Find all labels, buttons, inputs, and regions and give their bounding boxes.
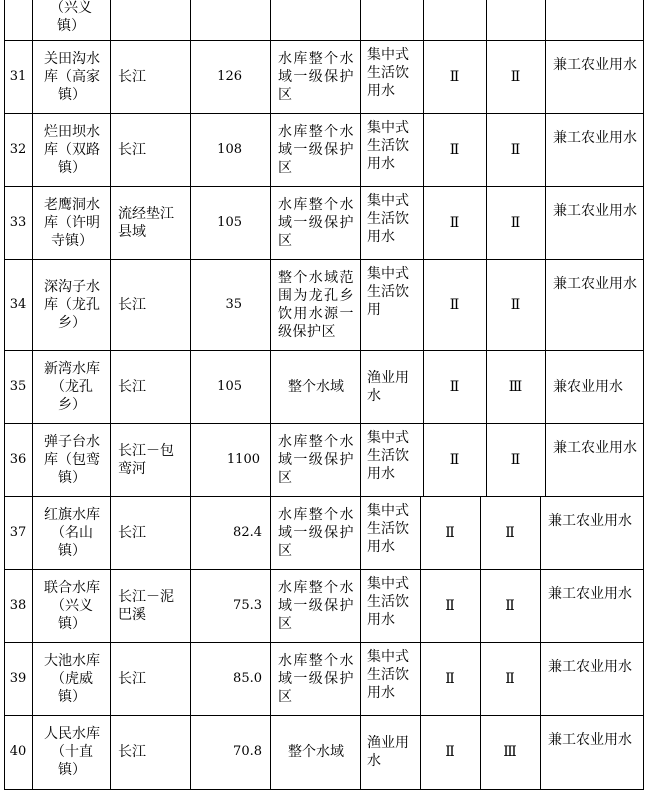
row-divider xyxy=(4,423,644,424)
area-value: 108 xyxy=(217,142,242,157)
protection-scope: 水库整个水域一级保护区 xyxy=(278,653,354,705)
column-divider xyxy=(32,186,33,260)
column-divider xyxy=(270,642,271,716)
column-divider xyxy=(486,186,487,260)
row-divider xyxy=(4,350,644,351)
water-function: 集中式生活饮用 xyxy=(367,266,409,318)
column-divider xyxy=(32,259,33,351)
area-value: 105 xyxy=(217,379,242,394)
column-divider xyxy=(423,259,424,351)
other-use: 兼农业用水 xyxy=(553,379,623,395)
protection-scope: 整个水域 xyxy=(288,744,344,760)
area-value: 82.4 xyxy=(233,525,262,540)
column-divider xyxy=(110,186,111,260)
current-class: Ⅱ xyxy=(445,744,455,760)
other-use: 兼工农业用水 xyxy=(553,276,637,292)
column-divider xyxy=(643,715,644,790)
column-divider xyxy=(420,715,421,790)
row-number: 39 xyxy=(9,671,27,686)
column-divider xyxy=(423,350,424,424)
column-divider xyxy=(360,715,361,790)
column-divider xyxy=(270,715,271,790)
column-divider xyxy=(270,0,271,41)
column-divider xyxy=(480,569,481,643)
column-divider xyxy=(486,259,487,351)
column-divider xyxy=(4,715,5,790)
column-divider xyxy=(4,40,5,114)
column-divider xyxy=(486,113,487,187)
target-class: Ⅱ xyxy=(505,671,515,687)
column-divider xyxy=(110,715,111,790)
current-class: Ⅱ xyxy=(449,142,460,158)
current-class: Ⅱ xyxy=(445,671,455,687)
column-divider xyxy=(480,715,481,790)
column-divider xyxy=(190,423,191,497)
area-value: 1100 xyxy=(226,452,260,467)
column-divider xyxy=(360,113,361,187)
row-divider xyxy=(4,789,644,790)
column-divider xyxy=(4,259,5,351)
row-divider xyxy=(4,642,644,643)
column-divider xyxy=(643,569,644,643)
column-divider xyxy=(110,259,111,351)
target-class: Ⅲ xyxy=(508,379,523,395)
river-system: 长江－泥巴溪 xyxy=(118,589,174,623)
column-divider xyxy=(423,113,424,187)
column-divider xyxy=(486,40,487,114)
column-divider xyxy=(110,496,111,570)
target-class: Ⅱ xyxy=(505,598,515,614)
column-divider xyxy=(190,186,191,260)
column-divider xyxy=(360,496,361,570)
row-number: 37 xyxy=(9,525,27,540)
column-divider xyxy=(360,423,361,497)
column-divider xyxy=(643,113,644,187)
target-class: Ⅱ xyxy=(510,297,521,313)
column-divider xyxy=(540,569,541,643)
column-divider xyxy=(423,186,424,260)
column-divider xyxy=(190,715,191,790)
water-function: 集中式生活饮用水 xyxy=(367,430,409,482)
column-divider xyxy=(420,569,421,643)
column-divider xyxy=(4,496,5,570)
column-divider xyxy=(643,259,644,351)
other-use: 兼工农业用水 xyxy=(553,203,637,219)
river-system: 长江 xyxy=(118,69,146,85)
column-divider xyxy=(270,259,271,351)
column-divider xyxy=(110,113,111,187)
protection-scope: 整个水域范围为龙孔乡饮用水源一级保护区 xyxy=(278,270,354,340)
column-divider xyxy=(32,642,33,716)
column-divider xyxy=(190,0,191,41)
column-divider xyxy=(545,0,546,41)
column-divider xyxy=(420,496,421,570)
column-divider xyxy=(4,0,5,41)
column-divider xyxy=(190,569,191,643)
column-divider xyxy=(480,642,481,716)
river-system: 流经垫江县域 xyxy=(118,206,174,240)
column-divider xyxy=(360,350,361,424)
column-divider xyxy=(270,496,271,570)
column-divider xyxy=(110,642,111,716)
row-divider xyxy=(4,40,644,41)
current-class: Ⅱ xyxy=(445,598,455,614)
column-divider xyxy=(486,0,487,41)
reservoir-name: 弹子台水库（包鸾镇） xyxy=(44,434,100,486)
target-class: Ⅱ xyxy=(510,215,521,231)
target-class: Ⅱ xyxy=(510,452,521,468)
reservoir-name: 新湾水库（龙孔乡） xyxy=(44,361,100,413)
river-system: 长江 xyxy=(118,142,146,158)
column-divider xyxy=(190,259,191,351)
column-divider xyxy=(32,40,33,114)
protection-scope: 水库整个水域一级保护区 xyxy=(278,580,354,632)
column-divider xyxy=(423,423,424,497)
other-use: 兼工农业用水 xyxy=(553,57,637,73)
column-divider xyxy=(540,715,541,790)
column-divider xyxy=(545,186,546,260)
column-divider xyxy=(4,186,5,260)
reservoir-name: 大池水库（虎威镇） xyxy=(44,653,100,705)
reservoir-name: 联合水库（兴义镇） xyxy=(44,580,100,632)
reservoir-name: 深沟子水库（龙孔乡） xyxy=(44,279,100,331)
column-divider xyxy=(270,40,271,114)
water-function: 集中式生活饮用水 xyxy=(367,576,409,628)
row-number: 34 xyxy=(9,297,27,312)
column-divider xyxy=(360,0,361,41)
river-system: 长江 xyxy=(118,671,146,687)
current-class: Ⅱ xyxy=(449,215,460,231)
column-divider xyxy=(190,40,191,114)
column-divider xyxy=(360,186,361,260)
column-divider xyxy=(270,186,271,260)
area-value: 126 xyxy=(217,69,242,84)
other-use: 兼工农业用水 xyxy=(553,130,637,146)
current-class: Ⅱ xyxy=(449,452,460,468)
column-divider xyxy=(643,423,644,497)
column-divider xyxy=(32,715,33,790)
row-divider xyxy=(4,569,644,570)
column-divider xyxy=(110,350,111,424)
row-divider xyxy=(4,496,644,497)
current-class: Ⅱ xyxy=(445,525,455,541)
column-divider xyxy=(545,350,546,424)
current-class: Ⅱ xyxy=(449,297,460,313)
column-divider xyxy=(270,350,271,424)
column-divider xyxy=(360,40,361,114)
column-divider xyxy=(110,423,111,497)
row-divider xyxy=(4,186,644,187)
protection-scope: 水库整个水域一级保护区 xyxy=(278,197,354,249)
protection-scope: 水库整个水域一级保护区 xyxy=(278,51,354,103)
water-function: 集中式生活饮用水 xyxy=(367,120,409,172)
column-divider xyxy=(32,0,33,41)
column-divider xyxy=(32,350,33,424)
protection-scope: 整个水域 xyxy=(288,379,344,395)
row-divider xyxy=(4,113,644,114)
continued-reservoir-name: （兴义镇） xyxy=(50,0,92,34)
column-divider xyxy=(360,259,361,351)
column-divider xyxy=(480,496,481,570)
column-divider xyxy=(545,259,546,351)
row-number: 36 xyxy=(9,452,27,467)
column-divider xyxy=(423,0,424,41)
column-divider xyxy=(643,496,644,570)
column-divider xyxy=(423,40,424,114)
column-divider xyxy=(32,113,33,187)
row-divider xyxy=(4,715,644,716)
protection-scope: 水库整个水域一级保护区 xyxy=(278,434,354,486)
water-function: 集中式生活饮用水 xyxy=(367,47,409,99)
column-divider xyxy=(486,423,487,497)
column-divider xyxy=(110,40,111,114)
reservoir-name: 红旗水库（名山镇） xyxy=(44,507,100,559)
column-divider xyxy=(643,642,644,716)
reservoir-name: 烂田坝水库（双路镇） xyxy=(44,124,100,176)
water-function: 渔业用水 xyxy=(367,370,409,404)
column-divider xyxy=(190,350,191,424)
column-divider xyxy=(420,642,421,716)
target-class: Ⅱ xyxy=(510,142,521,158)
row-divider xyxy=(4,259,644,260)
column-divider xyxy=(270,113,271,187)
row-number: 35 xyxy=(9,379,27,394)
area-value: 85.0 xyxy=(233,671,262,686)
row-number: 40 xyxy=(9,744,27,759)
column-divider xyxy=(643,186,644,260)
column-divider xyxy=(110,569,111,643)
other-use: 兼工农业用水 xyxy=(548,659,632,675)
column-divider xyxy=(4,350,5,424)
river-system: 长江 xyxy=(118,297,146,313)
current-class: Ⅱ xyxy=(449,69,460,85)
other-use: 兼工农业用水 xyxy=(553,440,637,456)
water-function: 渔业用水 xyxy=(367,735,409,769)
area-value: 75.3 xyxy=(233,598,262,613)
column-divider xyxy=(4,569,5,643)
column-divider xyxy=(643,0,644,41)
column-divider xyxy=(643,40,644,114)
column-divider xyxy=(360,642,361,716)
row-number: 33 xyxy=(9,215,27,230)
column-divider xyxy=(190,496,191,570)
area-value: 105 xyxy=(217,215,242,230)
target-class: Ⅲ xyxy=(503,744,517,760)
area-value: 35 xyxy=(225,297,242,312)
column-divider xyxy=(643,350,644,424)
river-system: 长江 xyxy=(118,744,146,760)
row-number: 38 xyxy=(9,598,27,613)
river-system: 长江－包鸾河 xyxy=(118,443,174,477)
reservoir-name: 关田沟水库（高家镇） xyxy=(44,51,100,103)
river-system: 长江 xyxy=(118,525,146,541)
column-divider xyxy=(360,569,361,643)
target-class: Ⅱ xyxy=(510,69,521,85)
column-divider xyxy=(545,40,546,114)
area-value: 70.8 xyxy=(233,744,262,759)
column-divider xyxy=(545,113,546,187)
column-divider xyxy=(4,423,5,497)
reservoir-name: 老鹰洞水库（许明寺镇） xyxy=(44,197,100,249)
target-class: Ⅱ xyxy=(505,525,515,541)
column-divider xyxy=(190,113,191,187)
water-function: 集中式生活饮用水 xyxy=(367,193,409,245)
river-system: 长江 xyxy=(118,379,146,395)
other-use: 兼工农业用水 xyxy=(548,513,632,529)
reservoir-name: 人民水库（十直镇） xyxy=(44,726,100,778)
column-divider xyxy=(4,642,5,716)
column-divider xyxy=(110,0,111,41)
column-divider xyxy=(545,423,546,497)
column-divider xyxy=(190,642,191,716)
column-divider xyxy=(540,642,541,716)
column-divider xyxy=(32,423,33,497)
column-divider xyxy=(32,496,33,570)
column-divider xyxy=(270,569,271,643)
column-divider xyxy=(32,569,33,643)
other-use: 兼工农业用水 xyxy=(548,586,632,602)
current-class: Ⅱ xyxy=(449,379,460,395)
water-function: 集中式生活饮用水 xyxy=(367,503,409,555)
row-number: 31 xyxy=(9,69,27,84)
protection-scope: 水库整个水域一级保护区 xyxy=(278,507,354,559)
row-number: 32 xyxy=(9,142,27,157)
protection-scope: 水库整个水域一级保护区 xyxy=(278,124,354,176)
other-use: 兼工农业用水 xyxy=(548,732,632,748)
column-divider xyxy=(4,113,5,187)
column-divider xyxy=(540,496,541,570)
column-divider xyxy=(486,350,487,424)
water-function: 集中式生活饮用水 xyxy=(367,649,409,701)
column-divider xyxy=(270,423,271,497)
